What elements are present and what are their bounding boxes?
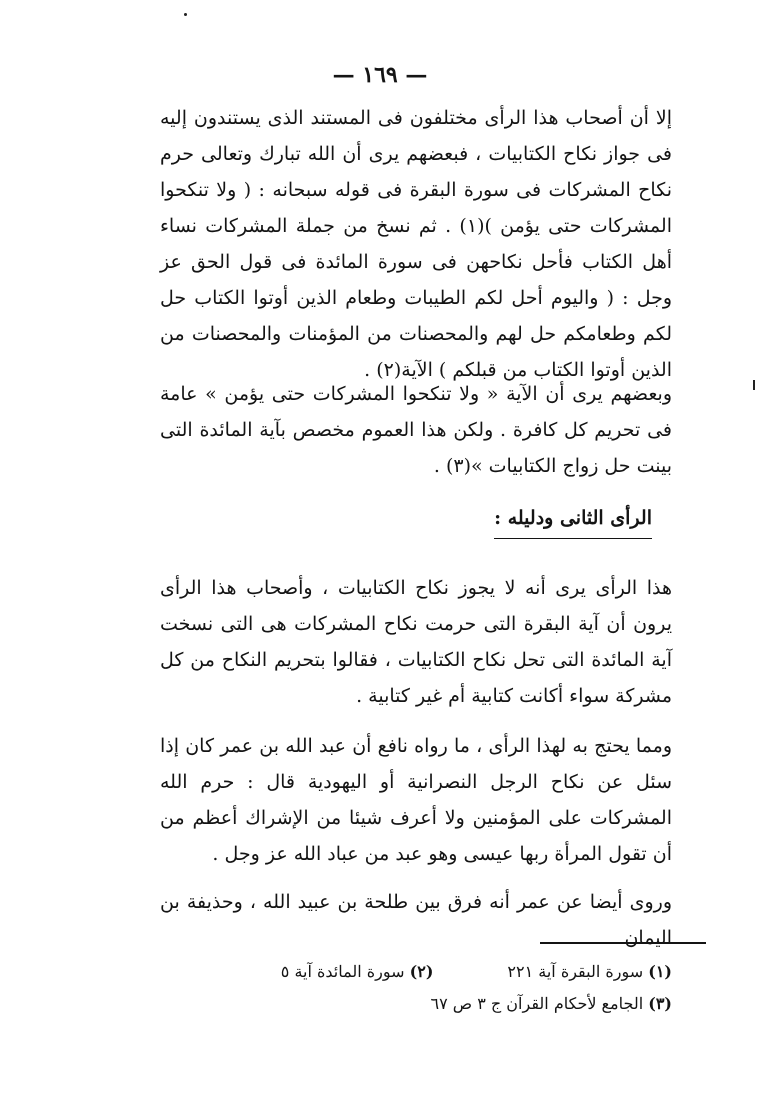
- ink-speck: [184, 13, 187, 16]
- section-heading-wrapper: [494, 500, 652, 539]
- footnote-3-mark: (٣): [648, 994, 672, 1013]
- footnote-3-text: الجامع لأحكام القرآن ج ٣ ص ٦٧: [430, 994, 644, 1013]
- footnote-1-text: سورة البقرة آية ٢٢١: [507, 962, 644, 981]
- section-heading: الرأى الثانى ودليله :: [494, 500, 652, 539]
- footnote-2: [281, 956, 434, 988]
- footnote-2-text: سورة المائدة آية ٥: [280, 962, 405, 981]
- footnote-row: [160, 988, 672, 1020]
- footnote-1-mark: (١): [648, 962, 672, 981]
- footnote-divider: [540, 942, 706, 944]
- edge-mark: [753, 380, 755, 390]
- paragraph-first-opinion-sources: إلا أن أصحاب هذا الرأى مختلفون فى المستند الذى يستندون إليه فى جواز نكاح الكتابيات ، فبعضهم يرى أن الله تبارك وتعالى حرم نكاح المشركات فى سورة البقرة فى قوله سبحانه : ( ولا تنكحوا المشركات حتى يؤمن )(١) . ثم نسخ من جملة المشركات نساء أهل الكتاب فأحل نكاحهن فى سورة المائدة فى قول الحق عز وجل : ( واليوم أحل لكم الطيبات وطعام الذين أوتوا الكتاب حل لكم وطعامكم حل لهم والمحصنات من المؤمنات والمحصنات من الذين أوتوا الكتاب من قبلكم ) الآية(٢) .: [160, 107, 672, 381]
- footnotes: [160, 956, 672, 1020]
- footnote-2-mark: (٢): [409, 962, 434, 981]
- page-number: — ١٦٩ —: [332, 62, 428, 88]
- footnote-3: [431, 988, 673, 1020]
- paragraph-general-prohibition: وبعضهم يرى أن الآية « ولا تنكحوا المشركات حتى يؤمن » عامة فى تحريم كل كافرة . ولكن هذا العموم مخصص بآية المائدة التى بينت حل زواج الكتابيات »(٣) .: [160, 383, 672, 477]
- footnote-1: [507, 956, 672, 988]
- paragraph-second-opinion: هذا الرأى يرى أنه لا يجوز نكاح الكتابيات ، وأصحاب هذا الرأى يرون أن آية البقرة التى حرمت نكاح المشركات هى التى نسخت آية المائدة التى تحل نكاح الكتابيات ، فقالوا بتحريم النكاح من كل مشركة سواء أكانت كتابية أم غير كتابية .: [160, 577, 672, 707]
- paragraph-ibn-umar-narration: ومما يحتج به لهذا الرأى ، ما رواه نافع أن عبد الله بن عمر كان إذا سئل عن نكاح الرجل النصرانية أو اليهودية قال : حرم الله المشركات على المؤمنين ولا أعرف شيئا من الإشراك أعظم من أن تقول المرأة ربها عيسى وهو عبد من عباد الله عز وجل .: [160, 735, 672, 865]
- footnote-row: [160, 956, 672, 988]
- paragraph-umar-narration: وروى أيضا عن عمر أنه فرق بين طلحة بن عبيد الله ، وحذيفة بن اليمان: [160, 891, 672, 949]
